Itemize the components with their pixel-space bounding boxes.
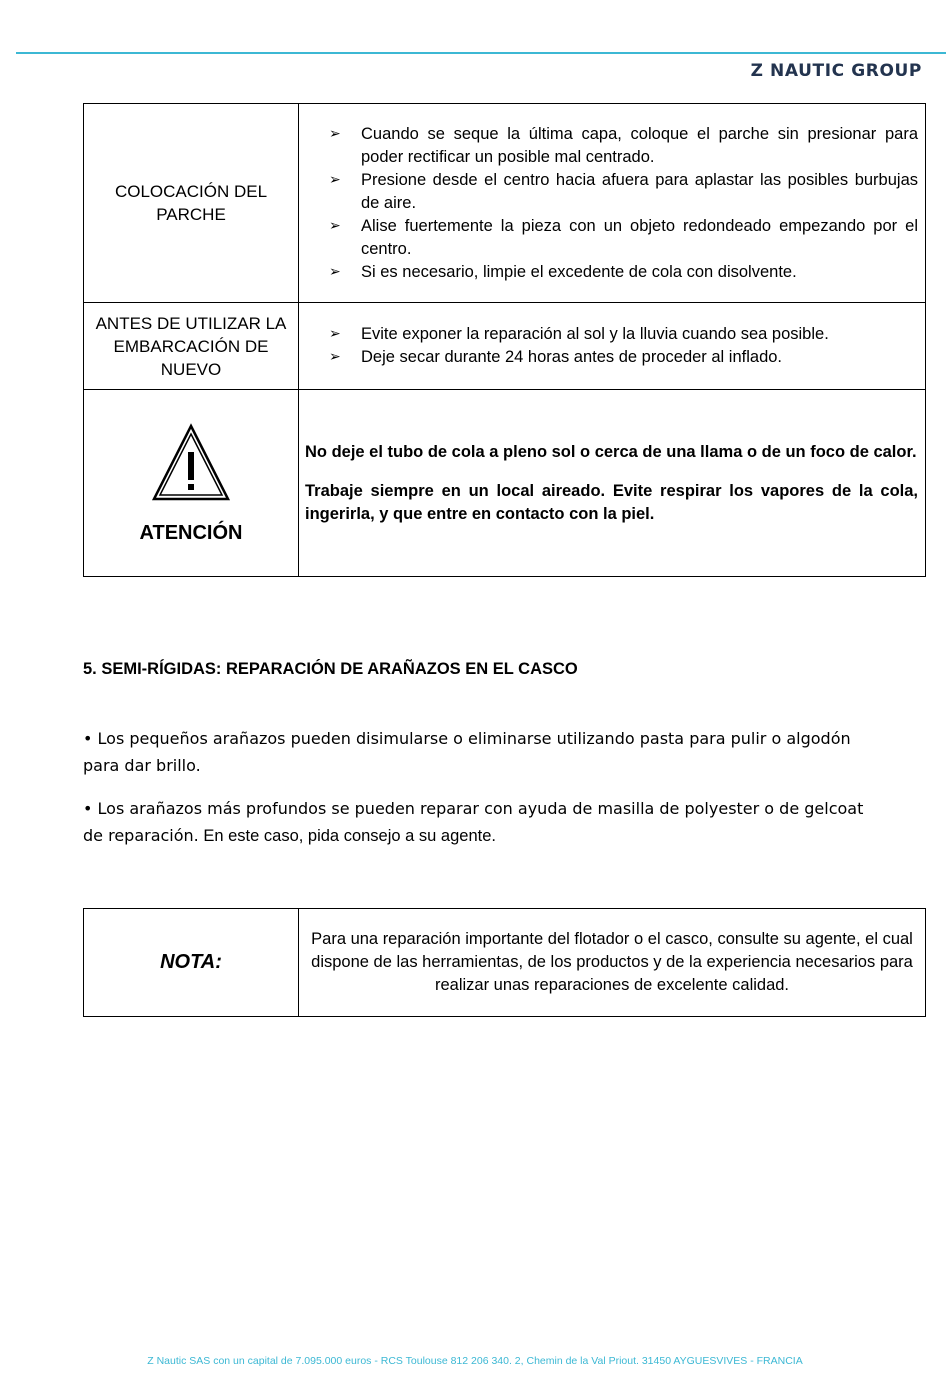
note-label-cell [84, 909, 299, 1017]
row-label-patch: COLOCACIÓN DEL PARCHE [84, 104, 299, 303]
table-row [84, 390, 926, 577]
row-content-patch [299, 104, 926, 303]
body-paragraph: • Los pequeños arañazos pueden disimularse o eliminarse utilizando pasta para pulir o algodón para dar brillo. [83, 729, 851, 775]
footer-text: Z Nautic SAS con un capital de 7.095.000 euros - RCS Toulouse 812 206 340. 2, Chemin de la Val Priout. 31450 AYGUESVIVES - FRANCIA [147, 1355, 803, 1367]
paragraph-text: • Los arañazos más profundos se pueden reparar con ayuda de masilla de polyester o de gelcoat de reparación. [83, 799, 864, 845]
warning-triangle-icon [151, 422, 231, 502]
warning-paragraph: No deje el tubo de cola a pleno sol o cerca de una llama o de un foco de calor. [305, 442, 917, 461]
warning-title: ATENCIÓN [139, 521, 243, 544]
row-content-before-use [299, 303, 926, 390]
warning-content [299, 390, 926, 577]
list-item: ➢ Deje secar durante 24 horas antes de proceder al inflado. [361, 346, 918, 369]
paragraph-text: En este caso, pida consejo a su agente. [198, 827, 496, 845]
before-use-list [299, 323, 925, 369]
warning-cell [84, 390, 299, 577]
list-item: ➢ Presione desde el centro hacia afuera para aplastar las posibles burbujas de aire. [361, 169, 918, 215]
patch-steps-list [299, 123, 925, 284]
note-table [83, 908, 926, 1017]
body-paragraph [83, 795, 883, 850]
section-title: 5. SEMI-RÍGIDAS: REPARACIÓN DE ARAÑAZOS EN EL CASCO [83, 660, 578, 678]
note-text: Para una reparación importante del flotador o el casco, consulte su agente, el cual dispone de las herramientas, de los productos y de la experiencia necesarios para realizar unas reparaciones de excelente calidad. [311, 930, 913, 994]
list-item: ➢ Si es necesario, limpie el excedente de cola con disolvente. [361, 261, 918, 284]
repair-steps-table [83, 103, 926, 577]
brand-name: Z NAUTIC GROUP [750, 61, 922, 81]
row-label-before-use: ANTES DE UTILIZAR LA EMBARCACIÓN DE NUEVO [84, 303, 299, 390]
header-rule [16, 52, 946, 54]
list-item: ➢ Cuando se seque la última capa, coloque el parche sin presionar para poder rectificar un posible mal centrado. [361, 123, 918, 169]
list-item: ➢ Alise fuertemente la pieza con un objeto redondeado empezando por el centro. [361, 215, 918, 261]
note-label: NOTA: [160, 951, 222, 973]
warning-paragraph: Trabaje siempre en un local aireado. Evite respirar los vapores de la cola, ingerirla, y que entre en contacto con la piel. [305, 481, 918, 523]
table-row [84, 303, 926, 390]
list-item: ➢ Evite exponer la reparación al sol y la lluvia cuando sea posible. [361, 323, 918, 346]
warning-block [84, 422, 298, 545]
table-row [84, 104, 926, 303]
warning-text [299, 441, 925, 526]
note-content-cell [299, 909, 926, 1017]
table-row [84, 909, 926, 1017]
